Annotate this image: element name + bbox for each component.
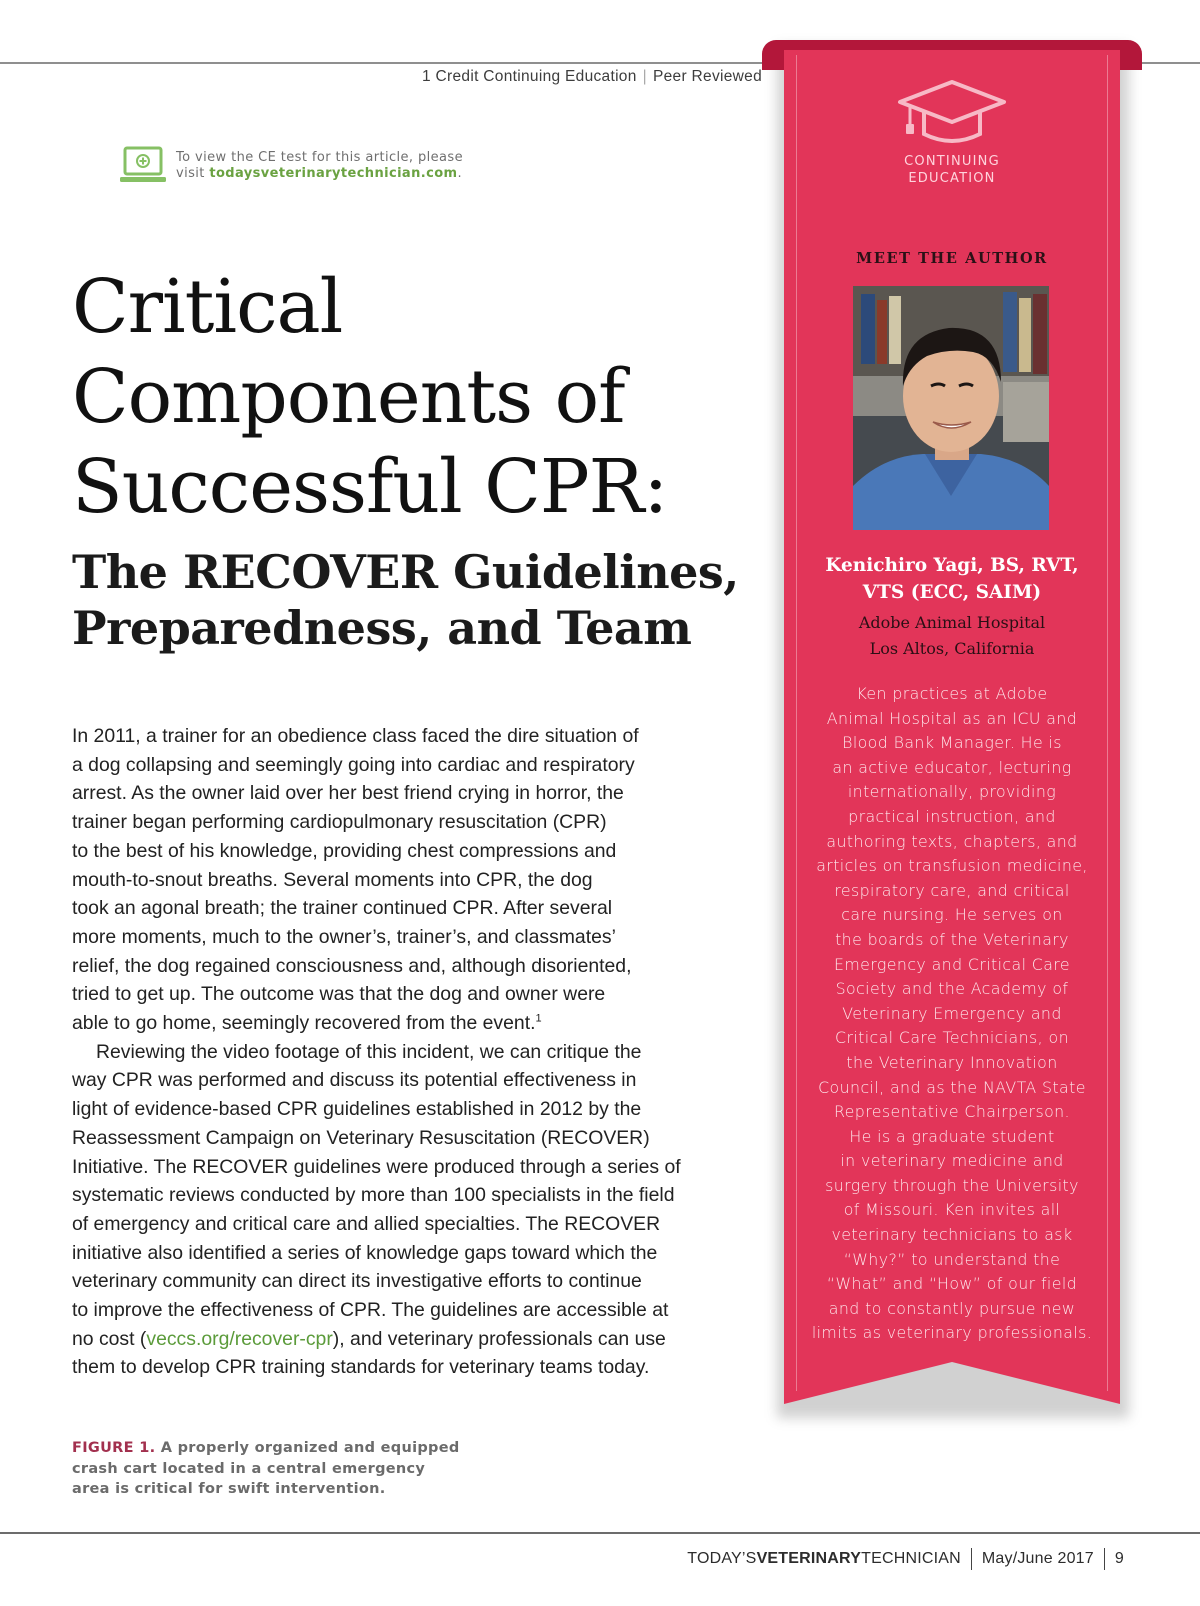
body-line: of emergency and critical care and allied specialties. The RECOVER xyxy=(72,1212,661,1235)
footer-divider xyxy=(1104,1548,1105,1570)
bio-line: practical instruction, and xyxy=(848,806,1056,826)
bio-line: Society and the Academy of xyxy=(835,979,1069,999)
meet-the-author-heading: MEET THE AUTHOR xyxy=(856,250,1048,267)
author-photo xyxy=(853,286,1049,530)
affiliation-line: Adobe Animal Hospital xyxy=(858,613,1046,632)
ce-notice-line2 xyxy=(176,166,463,182)
ce-test-notice xyxy=(120,146,540,188)
caption-text: A properly organized and equipped xyxy=(155,1440,460,1456)
body-line xyxy=(72,1009,696,1038)
body-line: more moments, much to the owner’s, trainer’s, and classmates’ xyxy=(72,925,616,948)
bio-line: of Missouri. Ken invites all xyxy=(843,1200,1061,1220)
author-name-line: Kenichiro Yagi, BS, RVT, xyxy=(825,555,1079,576)
article-title xyxy=(72,262,762,532)
bio-line: articles on transfusion medicine, xyxy=(816,856,1088,876)
issue-date: May/June 2017 xyxy=(981,1550,1094,1568)
ce-test-link[interactable]: todaysveterinarytechnician.com xyxy=(209,166,458,181)
bio-line: Ken practices at Adobe xyxy=(856,684,1048,703)
ce-label-line: EDUCATION xyxy=(908,171,996,186)
bio-line: Animal Hospital as an ICU and xyxy=(826,708,1078,728)
bio-line: Emergency and Critical Care xyxy=(834,954,1070,974)
header-tagline xyxy=(300,68,762,86)
bio-line: Blood Bank Manager. He is xyxy=(842,733,1062,753)
bio-line: the boards of the Veterinary xyxy=(835,929,1069,949)
page-footer xyxy=(687,1548,1124,1570)
ce-notice-line1: To view the CE test for this article, please xyxy=(176,150,463,165)
article-body xyxy=(72,722,696,1382)
review-label: Peer Reviewed xyxy=(652,68,762,85)
body-line: trainer began performing cardiopulmonary resuscitation (CPR) xyxy=(72,811,607,834)
footer-divider xyxy=(971,1548,972,1570)
page-number: 9 xyxy=(1114,1550,1124,1568)
graduation-cap-icon xyxy=(896,78,1008,150)
bio-line: He is a graduate student xyxy=(849,1126,1055,1146)
body-line: tried to get up. The outcome was that the dog and owner were xyxy=(72,983,606,1006)
caption-line: crash cart located in a central emergency xyxy=(72,1460,426,1477)
bio-line: in veterinary medicine and xyxy=(840,1151,1064,1171)
caption-line xyxy=(72,1438,472,1459)
body-line xyxy=(72,1325,696,1354)
author-name-line: VTS (ECC, SAIM) xyxy=(862,582,1042,603)
ce-label-line: CONTINUING xyxy=(904,154,1000,169)
bio-line: care nursing. He serves on xyxy=(841,905,1063,925)
title-line: Components of xyxy=(72,354,625,440)
bio-line: authoring texts, chapters, and xyxy=(826,831,1078,851)
recover-cpr-link[interactable]: veccs.org/recover-cpr xyxy=(146,1327,333,1350)
paragraph-2 xyxy=(72,1038,696,1382)
article-subtitle xyxy=(72,544,772,656)
body-line: took an agonal breath; the trainer continued CPR. After several xyxy=(72,897,613,920)
bio-line: respiratory care, and critical xyxy=(834,880,1070,900)
author-name xyxy=(784,552,1120,606)
body-line: light of evidence-based CPR guidelines established in 2012 by the xyxy=(72,1098,642,1121)
bio-line: and to constantly pursue new xyxy=(828,1298,1076,1318)
caption-line: area is critical for swift intervention. xyxy=(72,1481,386,1497)
body-line: initiative also identified a series of knowledge gaps toward which the xyxy=(72,1241,658,1264)
title-line: Critical xyxy=(72,264,343,350)
bio-line: Veterinary Emergency and xyxy=(842,1003,1062,1023)
ce-notice-text xyxy=(176,150,463,182)
bio-line: limits as veterinary professionals. xyxy=(811,1323,1093,1343)
paragraph-1 xyxy=(72,722,696,1038)
figure-caption xyxy=(72,1438,472,1500)
body-line: to the best of his knowledge, providing chest compressions and xyxy=(72,839,617,862)
subtitle-line: Preparedness, and Team xyxy=(72,601,692,655)
body-line: to improve the effectiveness of CPR. The guidelines are accessible at xyxy=(72,1299,669,1322)
header-separator: | xyxy=(642,68,647,85)
brand-part: TODAY’S xyxy=(687,1550,757,1568)
credit-label: 1 Credit Continuing Education xyxy=(422,68,637,85)
subtitle-line: The RECOVER Guidelines, xyxy=(72,545,739,599)
body-line-text: ), and veterinary professionals can use xyxy=(332,1327,666,1350)
bio-line: veterinary technicians to ask xyxy=(831,1225,1073,1245)
body-line: Initiative. The RECOVER guidelines were produced through a series of xyxy=(72,1155,681,1178)
bio-line: the Veterinary Innovation xyxy=(846,1052,1058,1072)
body-line: mouth-to-snout breaths. Several moments into CPR, the dog xyxy=(72,868,593,891)
bio-line: “Why?” to understand the xyxy=(843,1249,1061,1269)
laptop-plus-icon xyxy=(120,146,166,186)
body-line: way CPR was performed and discuss its potential effectiveness in xyxy=(72,1069,637,1092)
affiliation-line: Los Altos, California xyxy=(869,639,1035,658)
ce-notice-suffix: . xyxy=(457,166,463,181)
author-affiliation xyxy=(784,610,1120,662)
ce-notice-prefix: visit xyxy=(176,166,210,181)
body-line: Reviewing the video footage of this incident, we can critique the xyxy=(96,1040,642,1063)
body-line: them to develop CPR training standards for veterinary teams today. xyxy=(72,1356,650,1379)
title-line: Successful CPR: xyxy=(72,444,668,530)
body-line: veterinary community can direct its investigative efforts to continue xyxy=(72,1270,642,1293)
body-line: systematic reviews conducted by more than 100 specialists in the field xyxy=(72,1184,675,1207)
body-line-text: able to go home, seemingly recovered from the event. xyxy=(72,1012,536,1035)
reference-superscript: 1 xyxy=(535,1012,542,1025)
body-line: a dog collapsing and seemingly going into cardiac and respiratory xyxy=(72,753,635,776)
bio-line: surgery through the University xyxy=(825,1175,1079,1195)
body-line: arrest. As the owner laid over her best friend crying in horror, the xyxy=(72,782,624,805)
brand-part: VETERINARY xyxy=(756,1550,862,1568)
bio-line: Representative Chairperson. xyxy=(834,1102,1070,1122)
bio-line: Council, and as the NAVTA State xyxy=(818,1077,1086,1097)
author-bio xyxy=(784,682,1120,1346)
bio-line: “What” and “How” of our field xyxy=(826,1274,1078,1294)
bio-line: Critical Care Technicians, on xyxy=(835,1028,1069,1048)
bio-line: internationally, providing xyxy=(847,782,1057,802)
body-line-text: no cost ( xyxy=(72,1327,147,1350)
body-line: Reassessment Campaign on Veterinary Resuscitation (RECOVER) xyxy=(72,1126,650,1149)
publication-name xyxy=(687,1550,961,1567)
continuing-education-label xyxy=(784,153,1120,187)
body-line: In 2011, a trainer for an obedience class faced the dire situation of xyxy=(72,725,639,747)
bio-line: an active educator, lecturing xyxy=(832,757,1072,777)
body-line: relief, the dog regained consciousness and, although disoriented, xyxy=(72,954,632,977)
brand-part: TECHNICIAN xyxy=(861,1550,961,1568)
bottom-rule xyxy=(0,1532,1200,1534)
figure-label: FIGURE 1. xyxy=(72,1440,156,1456)
